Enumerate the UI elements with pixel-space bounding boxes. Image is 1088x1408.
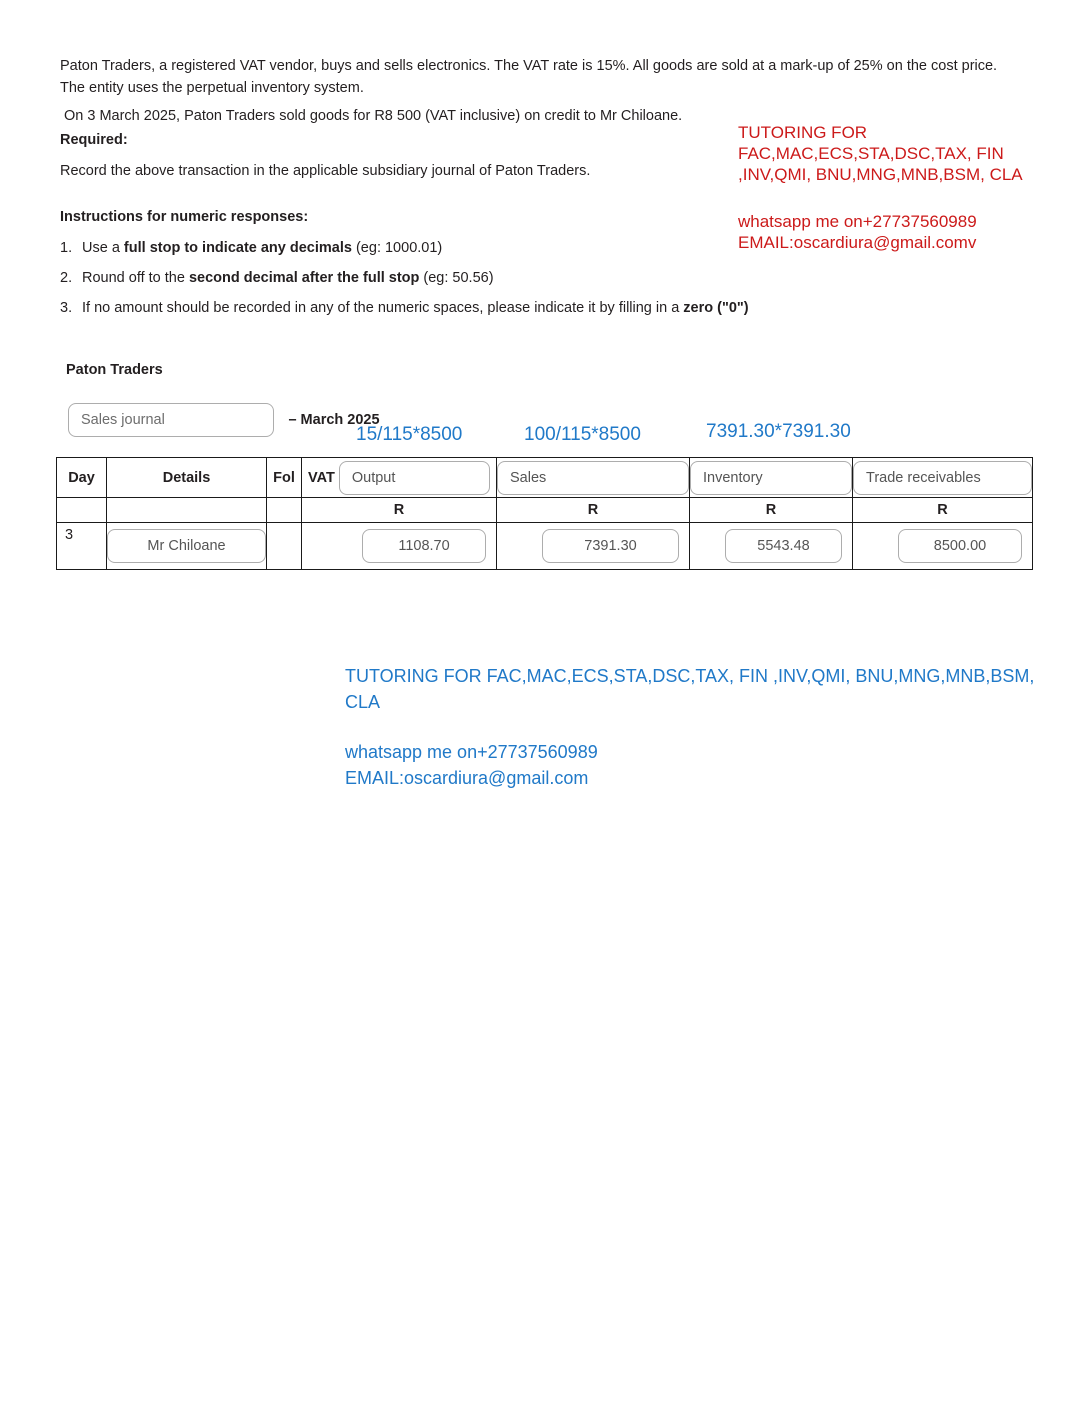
header-sales-cell [497, 458, 690, 498]
inventory-amount-input[interactable]: 5543.48 [725, 529, 842, 563]
currency-inventory: R [690, 498, 853, 523]
currency-day-spacer [57, 498, 107, 523]
trade-receivables-amount-input[interactable]: 8500.00 [898, 529, 1022, 563]
currency-fol-spacer [267, 498, 302, 523]
journal-period: – March 2025 [288, 412, 380, 428]
header-inventory-select[interactable]: Inventory [690, 461, 852, 495]
tutor-red-email: EMAIL:oscardiura@gmail.comv [738, 233, 977, 252]
vat-header-group [302, 461, 496, 495]
header-vat-label: VAT [308, 469, 335, 486]
required-text: Record the above transaction in the applicable subsidiary journal of Paton Traders. [60, 163, 591, 179]
header-vat-select[interactable]: Output [339, 461, 490, 495]
header-details: Details [107, 458, 267, 498]
journal-type-select[interactable]: Sales journal [68, 403, 274, 437]
intro-paragraph-1: Paton Traders, a registered VAT vendor, buys and sells electronics. The VAT rate is 15%. All goods are sold at a mark-up of 25% on the cost price. The entity uses the perpetual inventory system. [60, 58, 998, 96]
currency-vat: R [302, 498, 497, 523]
tutoring-annotation-blue [345, 663, 1075, 791]
instruction-pre-3: If no amount should be recorded in any of the numeric spaces, please indicate it by filling in a [82, 300, 684, 316]
cell-fol[interactable] [267, 523, 302, 570]
header-trade-receivables-cell [853, 458, 1033, 498]
cell-sales [497, 523, 690, 570]
tutor-blue-line-1: TUTORING FOR FAC,MAC,ECS,STA,DSC,TAX, FIN ,INV,QMI, BNU,MNG,MNB,BSM, [345, 666, 1035, 686]
instruction-bold-1: full stop to indicate any decimals [123, 240, 352, 256]
entity-name: Paton Traders [66, 362, 163, 378]
instruction-pre-1: Use a [82, 240, 124, 256]
day-value: 3 [65, 527, 74, 543]
instruction-pre-2: Round off to the [82, 270, 189, 286]
journal-title-row [68, 403, 380, 437]
tutoring-annotation-red [738, 122, 1078, 253]
instruction-item-1 [60, 233, 840, 263]
instruction-item-3 [60, 293, 840, 323]
instruction-item-2 [60, 263, 840, 293]
currency-trade-receivables: R [853, 498, 1033, 523]
sales-amount-input[interactable]: 7391.30 [542, 529, 679, 563]
intro-paragraph-2: On 3 March 2025, Paton Traders sold goods for R8 500 (VAT inclusive) on credit to Mr Chiloane. [64, 108, 683, 124]
cell-day [57, 523, 107, 570]
tutor-blue-whatsapp: whatsapp me on+27737560989 [345, 742, 598, 762]
table-header-row [57, 458, 1033, 498]
instruction-number-3: 3. [60, 300, 73, 316]
cell-vat [302, 523, 497, 570]
cell-details [107, 523, 267, 570]
table-row [57, 523, 1033, 570]
table-currency-row [57, 498, 1033, 523]
instruction-bold-3: zero ("0") [683, 300, 749, 316]
tutor-red-line-3: ,INV,QMI, BNU,MNG,MNB,BSM, CLA [738, 165, 1023, 184]
header-trade-receivables-select[interactable]: Trade receivables [853, 461, 1032, 495]
sales-journal-table [56, 457, 1033, 570]
header-inventory-cell [690, 458, 853, 498]
details-input[interactable]: Mr Chiloane [107, 529, 266, 563]
tutor-red-whatsapp: whatsapp me on+27737560989 [738, 212, 977, 231]
tutor-blue-contact [345, 739, 1075, 791]
formula-annotation-vat: 15/115*8500 [356, 424, 463, 445]
header-vat-cell [302, 458, 497, 498]
header-day: Day [57, 458, 107, 498]
instruction-number-1: 1. [60, 240, 73, 256]
instruction-number-2: 2. [60, 270, 73, 286]
tutor-blue-line-2: CLA [345, 692, 381, 712]
tutor-red-line-2: FAC,MAC,ECS,STA,DSC,TAX, FIN [738, 144, 1004, 163]
instruction-bold-2: second decimal after the full stop [188, 270, 420, 286]
tutor-blue-email: EMAIL:oscardiura@gmail.com [345, 768, 589, 788]
cell-inventory [690, 523, 853, 570]
instructions-list [60, 233, 840, 323]
instructions-title: Instructions for numeric responses: [60, 209, 309, 225]
header-sales-select[interactable]: Sales [497, 461, 689, 495]
cell-trade-receivables [853, 523, 1033, 570]
tutor-red-contact [738, 211, 1078, 253]
currency-sales: R [497, 498, 690, 523]
required-label: Required: [60, 132, 128, 148]
currency-details-spacer [107, 498, 267, 523]
instruction-post-1: (eg: 1000.01) [351, 240, 443, 256]
formula-annotation-sales: 100/115*8500 [524, 424, 641, 445]
tutor-red-line-1: TUTORING FOR [738, 123, 868, 142]
vat-amount-input[interactable]: 1108.70 [362, 529, 486, 563]
instruction-post-2: (eg: 50.56) [419, 270, 494, 286]
header-fol: Fol [267, 458, 302, 498]
formula-annotation-inventory: 7391.30*7391.30 [706, 421, 851, 442]
